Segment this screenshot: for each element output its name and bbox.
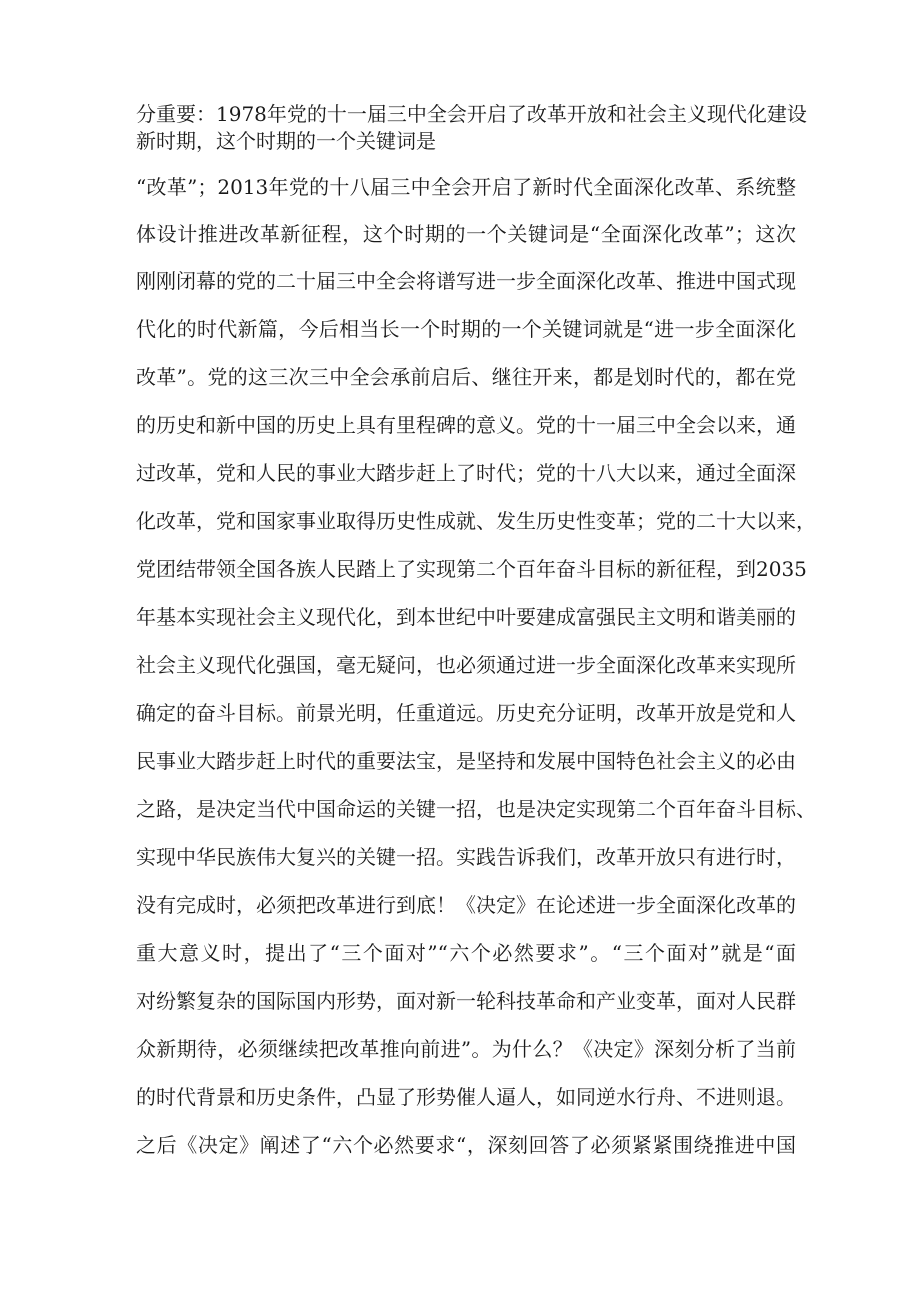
text-line-4: 体设计推进改革新征程，这个时期的一个关键词是“全面深化改革”；这次	[136, 222, 796, 246]
text-line-12: 年基本实现社会主义现代化，到本世纪中叶要建成富强民主文明和谐美丽的	[136, 605, 796, 629]
text-line-7: 改革”。党的这三次三中全会承前启后、继往开来，都是划时代的，都在党	[136, 365, 796, 389]
text-line-3: “改革”；2013年党的十八届三中全会开启了新时代全面深化改革、系统整	[136, 175, 796, 199]
text-line-6: 代化的时代新篇，今后相当长一个时期的一个关键词就是“进一步全面深化	[136, 317, 796, 341]
text-line-2: 新时期，这个时期的一个关键词是	[136, 129, 436, 153]
text-line-21: 众新期待，必须继续把改革推向前进”。为什么？《决定》深刻分析了当前	[136, 1037, 796, 1061]
text-line-11: 党团结带领全国各族人民踏上了实现第二个百年奋斗目标的新征程，到2035	[136, 557, 807, 581]
text-line-16: 之路，是决定当代中国命运的关键一招，也是决定实现第二个百年奋斗目标、	[136, 797, 816, 821]
text-line-19: 重大意义时，提出了“三个面对”“六个必然要求”。“三个面对”就是“面	[136, 941, 796, 965]
text-line-1: 分重要：1978年党的十一届三中全会开启了改革开放和社会主义现代化建设	[136, 102, 807, 126]
text-line-15: 民事业大踏步赶上时代的重要法宝，是坚持和发展中国特色社会主义的必由	[136, 749, 796, 773]
text-line-13: 社会主义现代化强国，毫无疑问，也必须通过进一步全面深化改革来实现所	[136, 653, 796, 677]
text-line-17: 实现中华民族伟大复兴的关键一招。实践告诉我们，改革开放只有进行时，	[136, 845, 796, 869]
text-line-22: 的时代背景和历史条件，凸显了形势催人逼人，如同逆水行舟、不进则退。	[136, 1085, 796, 1109]
text-line-10: 化改革，党和国家事业取得历史性成就、发生历史性变革；党的二十大以来，	[136, 509, 816, 533]
text-line-9: 过改革，党和人民的事业大踏步赶上了时代；党的十八大以来，通过全面深	[136, 461, 796, 485]
text-line-8: 的历史和新中国的历史上具有里程碑的意义。党的十一届三中全会以来，通	[136, 413, 796, 437]
text-line-14: 确定的奋斗目标。前景光明，任重道远。历史充分证明，改革开放是党和人	[136, 701, 796, 725]
text-line-23: 之后《决定》阐述了“六个必然要求“，深刻回答了必须紧紧围绕推进中国	[136, 1133, 796, 1157]
text-line-5: 刚刚闭幕的党的二十届三中全会将谱写进一步全面深化改革、推进中国式现	[136, 269, 796, 293]
text-line-20: 对纷繁复杂的国际国内形势，面对新一轮科技革命和产业变革，面对人民群	[136, 989, 796, 1013]
text-line-18: 没有完成时，必须把改革进行到底！《决定》在论述进一步全面深化改革的	[136, 893, 796, 917]
